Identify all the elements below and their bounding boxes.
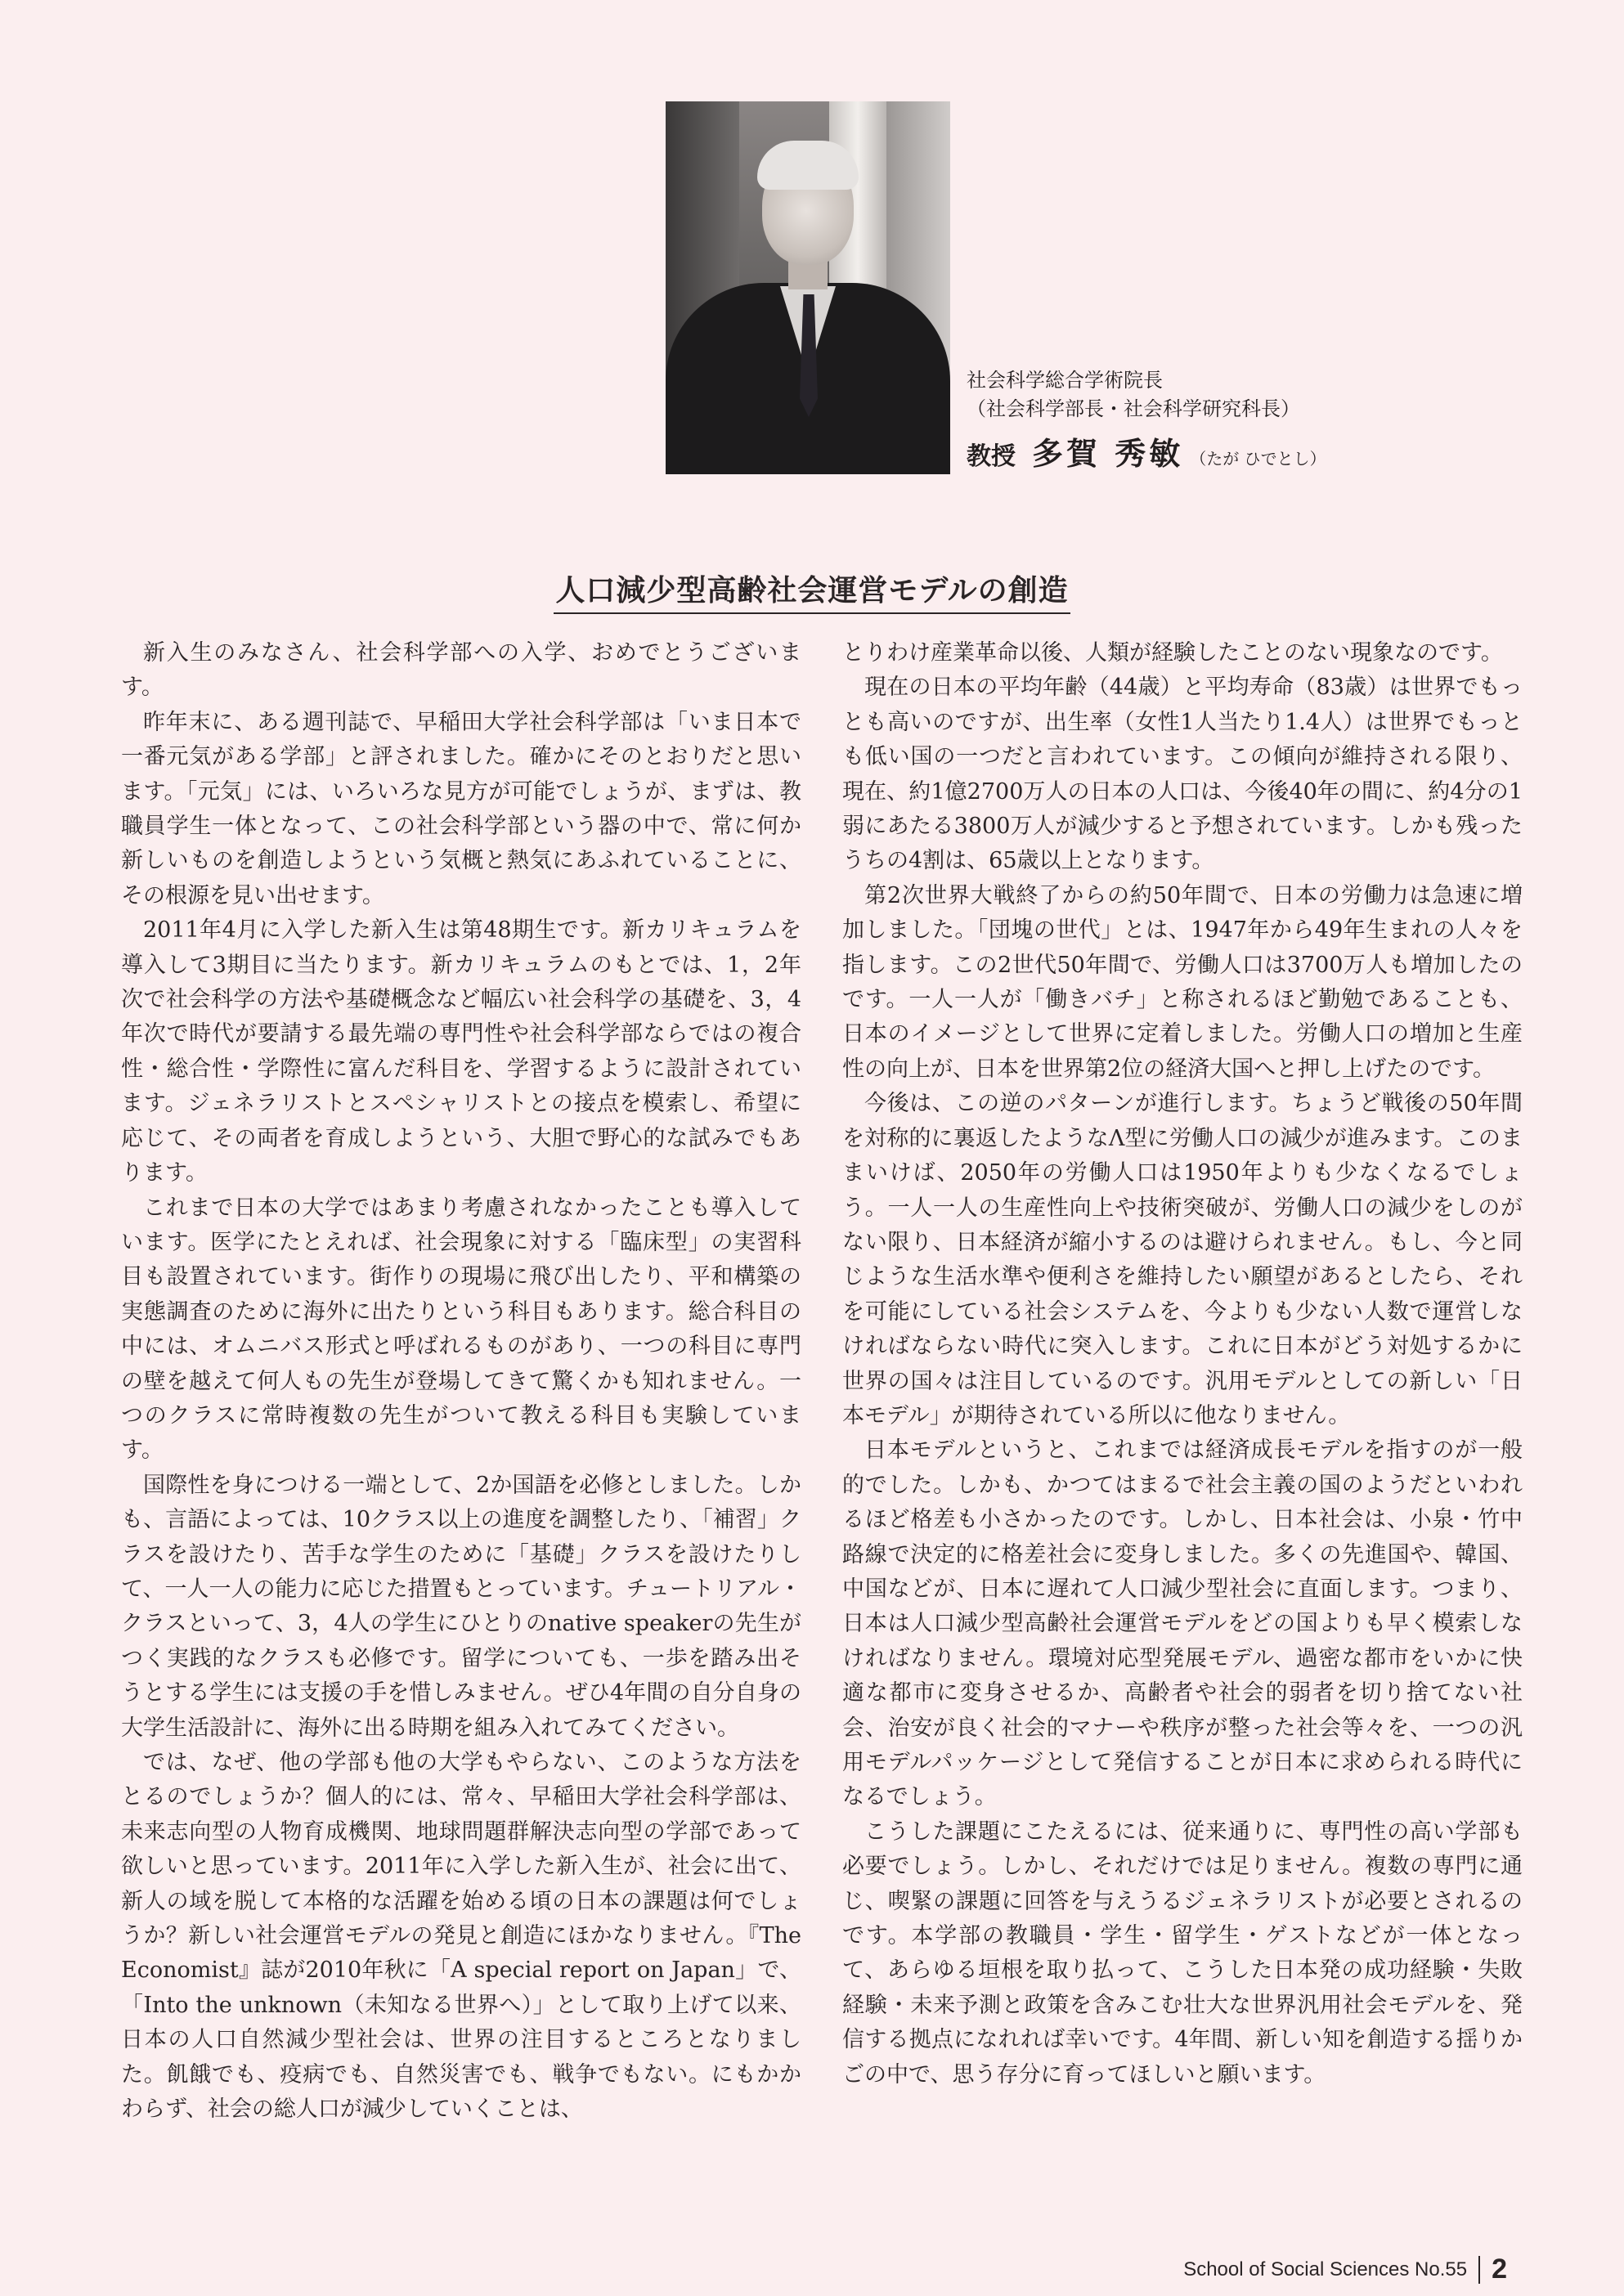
author-name-reading: （たが ひでとし） bbox=[1190, 449, 1326, 469]
article-column-right bbox=[842, 636, 1523, 2092]
article-title bbox=[0, 567, 1624, 614]
page-footer bbox=[1183, 2253, 1507, 2285]
author-role: 教授 bbox=[967, 442, 1016, 471]
paragraph: 国際性を身につける一端として、2か国語を必修としました。しかも、言語によっては、10クラス以上の進度を調整したり、「補習」クラスを設けたり、苦手な学生のために「基礎」クラスを設けたりして、一人一人の能力に応じた措置もとっています。チュートリアル・クラスといって、3，4人の学生にひとりのnative speakerの先生がつく実践的なクラスも必修です。留学についても、一歩を踏み出そうとする学生には支援の手を惜しみません。ぜひ4年間の自分自身の大学生活設計に、海外に出る時期を組み入れてみてください。 bbox=[121, 1472, 801, 1741]
page-number: 2 bbox=[1492, 2253, 1507, 2285]
paragraph: これまで日本の大学ではあまり考慮されなかったことも導入しています。医学にたとえれば、社会現象に対する「臨床型」の実習科目も設置されています。街作りの現場に飛び出したり、平和構築の実態調査のために海外に出たりという科目もあります。総合科目の中には、オムニバス形式と呼ばれるものがあり、一つの科目に専門の壁を越えて何人もの先生が登場してきて驚くかも知れません。一つのクラスに常時複数の先生がついて教える科目も実験しています。 bbox=[121, 1195, 801, 1464]
paragraph: 新入生のみなさん、社会科学部への入学、おめでとうございます。 bbox=[121, 640, 801, 701]
article-title-text: 人口減少型高齢社会運営モデルの創造 bbox=[554, 567, 1070, 614]
paragraph: 昨年末に、ある週刊誌で、早稲田大学社会科学部は「いま日本で一番元気がある学部」と評されました。確かにそのとおりだと思います。「元気」には、いろいろな見方が可能でしょうが、まずは、教職員学生一体となって、この社会科学部という器の中で、常に何か新しいものを創造しようという気概と熱気にあふれていることに、その根源を見い出せます。 bbox=[121, 709, 801, 908]
author-name: 多賀 秀敏 bbox=[1032, 436, 1184, 472]
paragraph: 現在の日本の平均年齢（44歳）と平均寿命（83歳）は世界でもっとも高いのですが、出生率（女性1人当たり1.4人）は世界でもっとも低い国の一つだと言われています。この傾向が維持される限り、現在、約1億2700万人の日本の人口は、今後40年の間に、約4分の1弱にあたる3800万人が減少すると予想されています。しかも残ったうちの4割は、65歳以上となります。 bbox=[842, 675, 1523, 874]
author-position: 社会科学総合学術院長 bbox=[967, 369, 1163, 392]
author-affiliation: （社会科学部長・社会科学研究科長） bbox=[967, 397, 1300, 420]
paragraph: 日本モデルというと、これまでは経済成長モデルを指すのが一般的でした。しかも、かつてはまるで社会主義の国のようだといわれるほど格差も小さかったのです。しかし、日本社会は、小泉・竹中路線で決定的に格差社会に変身しました。多くの先進国や、韓国、中国などが、日本に遅れて人口減少型社会に直面します。つまり、日本は人口減少型高齢社会運営モデルをどの国よりも早く模索しなければなりません。環境対応型発展モデル、過密な都市をいかに快適な都市に変身させるか、高齢者や社会的弱者を切り捨てない社会、治安が良く社会的マナーや秩序が整った社会等々を、一つの汎用モデルパッケージとして発信することが日本に求められる時代になるでしょう。 bbox=[842, 1437, 1523, 1810]
article-column-left bbox=[121, 636, 801, 2127]
paragraph: 第2次世界大戦終了からの約50年間で、日本の労働力は急速に増加しました。「団塊の世代」とは、1947年から49年生まれの人々を指します。この2世代50年間で、労働人口は3700万人も増加したのです。一人一人が「働きバチ」と称されるほど勤勉であることも、日本のイメージとして世界に定着しました。労働人口の増加と生産性の向上が、日本を世界第2位の経済大国へと押し上げたのです。 bbox=[842, 882, 1523, 1082]
publication-name: School of Social Sciences No.55 bbox=[1183, 2258, 1468, 2280]
paragraph: こうした課題にこたえるには、従来通りに、専門性の高い学部も必要でしょう。しかし、それだけでは足りません。複数の専門に通じ、喫緊の課題に回答を与えうるジェネラリストが必要とされるのです。本学部の教職員・学生・留学生・ゲストなどが一体となって、あらゆる垣根を取り払って、こうした日本発の成功経験・失敗経験・未来予測と政策を含みこむ壮大な世界汎用社会モデルを、発信する拠点になれれば幸いです。4年間、新しい知を創造する揺りかごの中で、思う存分に育ってほしいと願います。 bbox=[842, 1818, 1523, 2087]
paragraph: 2011年4月に入学した新入生は第48期生です。新カリキュラムを導入して3期目に当たります。新カリキュラムのもとでは、1，2年次で社会科学の方法や基礎概念など幅広い社会科学の基礎を、3，4年次で時代が要請する最先端の専門性や社会科学部ならではの複合性・総合性・学際性に富んだ科目を、学習するように設計されています。ジェネラリストとスペシャリストとの接点を模索し、希望に応じて、その両者を育成しようという、大胆で野心的な試みでもあります。 bbox=[121, 917, 801, 1186]
paragraph: では、なぜ、他の学部も他の大学もやらない、このような方法をとるのでしょうか？個人的には、常々、早稲田大学社会科学部は、未来志向型の人物育成機関、地球問題群解決志向型の学部であって欲しいと思っています。2011年に入学した新入生が、社会に出て、新人の域を脱して本格的な活躍を始める頃の日本の課題は何でしょうか？新しい社会運営モデルの発見と創造にほかなりません。『The Economist』誌が2010年秋に「A special report on Japan」で、「Into the unknown（未知なる世界へ）」として取り上げて以来、日本の人口自然減少型社会は、世界の注目するところとなりました。飢餓でも、疫病でも、自然災害でも、戦争でもない。にもかかわらず、社会の総人口が減少していくことは、 bbox=[121, 1750, 801, 2123]
author-caption bbox=[967, 366, 1326, 473]
paragraph-continuation: とりわけ産業革命以後、人類が経験したことのない現象なのです。 bbox=[842, 640, 1503, 666]
paragraph: 今後は、この逆のパターンが進行します。ちょうど戦後の50年間を対称的に裏返したようなΛ型に労働人口の減少が進みます。このままいけば、2050年の労働人口は1950年よりも少なくなるでしょう。一人一人の生産性向上や技術突破が、労働人口の減少をしのがない限り、日本経済が縮小するのは避けられません。もし、今と同じような生活水準や便利さを維持したい願望があるとしたら、それを可能にしている社会システムを、今よりも少ない人数で運営しなければならない時代に突入します。これに日本がどう対処するかに世界の国々は注目しているのです。汎用モデルとしての新しい「日本モデル」が期待されている所以に他なりません。 bbox=[842, 1091, 1523, 1428]
portrait-photo bbox=[666, 101, 950, 474]
author-name-line bbox=[967, 428, 1326, 473]
footer-divider bbox=[1478, 2256, 1480, 2284]
